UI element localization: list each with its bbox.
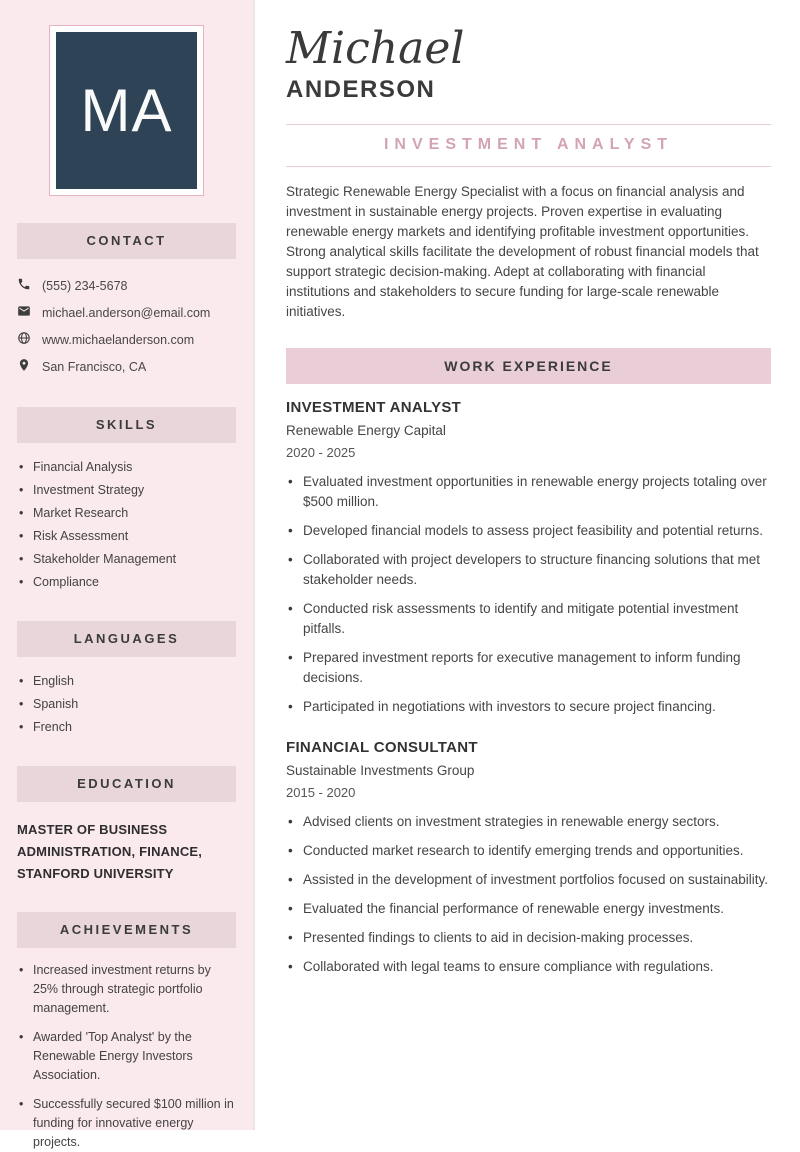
skill-item: • Risk Assessment (19, 525, 236, 548)
contact-location-value: San Francisco, CA (42, 359, 147, 374)
job-bullet: • Evaluated the financial performance of renewable energy investments. (286, 899, 771, 919)
job-company: Sustainable Investments Group (286, 762, 475, 778)
summary-paragraph: Strategic Renewable Energy Specialist with a focus on financial analysis and investment in sustainable energy projects. Proven expertise in evaluating renewable energy markets and identifying profitable investment opportunities. Strong analytical skills facilitate the development of robust financial models that support strategic decision-making. Adept at collaborating with financial institutions and stakeholders to secure funding for large-scale renewable initiatives. (286, 183, 759, 319)
job-bullet: • Conducted risk assessments to identify and mitigate potential investment pitfalls. (286, 599, 771, 639)
education-section-header: EDUCATION (17, 766, 236, 802)
job-bullet: • Evaluated investment opportunities in renewable energy projects totaling over $500 million. (286, 472, 771, 512)
job-dates: 2015 - 2020 (286, 784, 356, 800)
job-bullet: • Advised clients on investment strategies in renewable energy sectors. (286, 812, 771, 832)
education-degree: MASTER OF BUSINESS ADMINISTRATION, FINANCE, STANFORD UNIVERSITY (17, 822, 203, 881)
job-bullet: • Presented findings to clients to aid in decision-making processes. (286, 928, 771, 948)
contact-row-email (17, 299, 236, 326)
job-bullet: • Collaborated with project developers to structure financing solutions that met stakeholder needs. (286, 550, 771, 590)
skill-item: • Financial Analysis (19, 456, 236, 479)
avatar-monogram-box (56, 32, 197, 189)
job-role: FINANCIAL CONSULTANT (286, 738, 478, 756)
sidebar (0, 0, 255, 1149)
contact-phone-value: (555) 234-5678 (42, 278, 128, 293)
job-role: INVESTMENT ANALYST (286, 398, 462, 416)
contact-row-location (17, 353, 236, 380)
job-bullet: • Developed financial models to assess project feasibility and potential returns. (286, 521, 771, 541)
skill-item: • Market Research (19, 502, 236, 525)
job-bullet: • Collaborated with legal teams to ensure compliance with regulations. (286, 957, 771, 977)
contact-email-value: michael.anderson@email.com (42, 305, 211, 320)
language-item: • English (19, 670, 236, 693)
email-icon (17, 304, 31, 321)
skills-list (17, 456, 236, 594)
job-bullet-list (286, 472, 771, 717)
job-bullet: • Participated in negotiations with investors to secure project financing. (286, 697, 771, 717)
job-title: INVESTMENT ANALYST (383, 135, 674, 153)
job-bullet: • Assisted in the development of investment portfolios focused on sustainability. (286, 870, 771, 890)
contact-row-website (17, 326, 236, 353)
job-bullet: • Prepared investment reports for executive management to inform funding decisions. (286, 648, 771, 688)
avatar (49, 25, 204, 196)
job-bullet: • Conducted market research to identify emerging trends and opportunities. (286, 841, 771, 861)
first-name: Michael (286, 23, 465, 74)
skills-section-header: SKILLS (17, 407, 236, 443)
globe-icon (17, 331, 31, 348)
language-item: • French (19, 716, 236, 739)
avatar-initials: MA (80, 77, 173, 144)
job-bullet-list (286, 812, 771, 977)
job-company: Renewable Energy Capital (286, 422, 446, 438)
last-name: ANDERSON (286, 75, 436, 103)
job-entry (286, 739, 771, 977)
achievement-item: • Successfully secured $100 million in funding for innovative energy projects. (19, 1095, 236, 1152)
resume-main (286, 0, 771, 986)
skill-item: • Investment Strategy (19, 479, 236, 502)
skill-item: • Stakeholder Management (19, 548, 236, 571)
languages-section-header: LANGUAGES (17, 621, 236, 657)
contact-list (17, 272, 236, 380)
language-item: • Spanish (19, 693, 236, 716)
job-dates: 2020 - 2025 (286, 444, 356, 460)
achievement-item: • Increased investment returns by 25% through strategic portfolio management. (19, 961, 236, 1018)
languages-list (17, 670, 236, 739)
achievement-item: • Awarded 'Top Analyst' by the Renewable Energy Investors Association. (19, 1028, 236, 1085)
contact-row-phone (17, 272, 236, 299)
contact-section-header: CONTACT (17, 223, 236, 259)
phone-icon (17, 277, 31, 294)
location-icon (17, 358, 31, 375)
achievements-section-header: ACHIEVEMENTS (17, 912, 236, 948)
job-title-band (286, 124, 771, 167)
work-experience-section-header: WORK EXPERIENCE (286, 348, 771, 384)
skill-item: • Compliance (19, 571, 236, 594)
contact-website-value: www.michaelanderson.com (42, 332, 195, 347)
achievements-list (17, 961, 236, 1152)
job-entry (286, 399, 771, 717)
